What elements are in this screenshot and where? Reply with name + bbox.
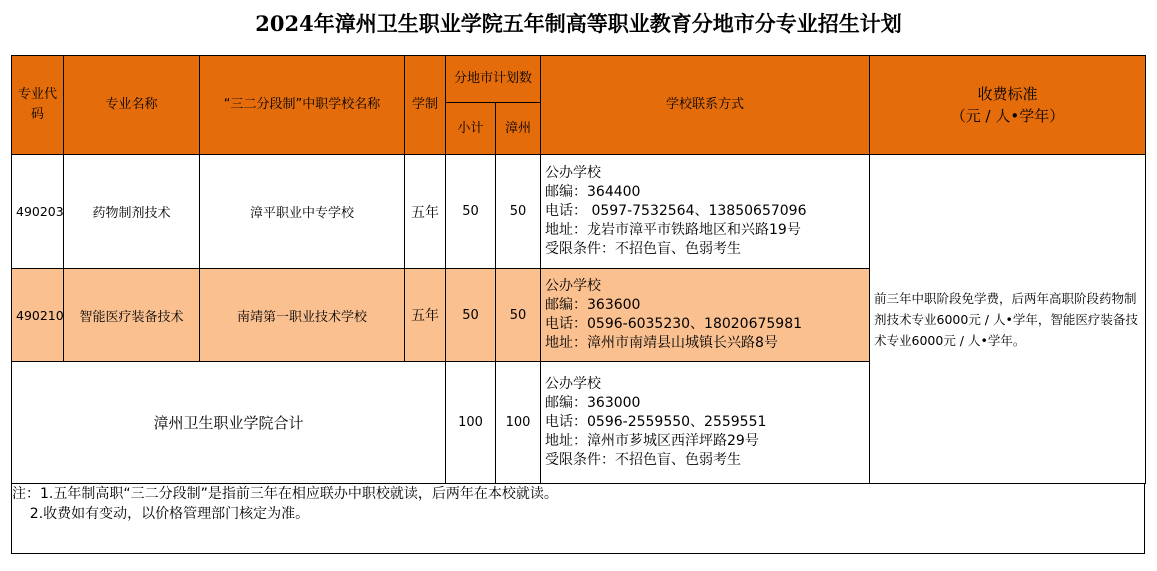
contact-line: 公办学校	[545, 278, 602, 294]
row-code: 490210	[12, 269, 64, 362]
row-duration: 五年	[405, 155, 446, 269]
row-school: 南靖第一职业技术学校	[200, 269, 405, 362]
row-duration: 五年	[405, 269, 446, 362]
contact-line: 地址：漳州市芗城区西洋坪路29号	[545, 433, 759, 449]
row-zhangzhou: 50	[496, 269, 541, 362]
row-major: 智能医疗装备技术	[64, 269, 200, 362]
contact-line: 邮编：364400	[545, 184, 641, 200]
contact-line: 电话： 0597-7532564、13850657096	[545, 203, 807, 219]
total-label: 漳州卫生职业学院合计	[12, 362, 446, 484]
page-title: 2024年漳州卫生职业学院五年制高等职业教育分地市分专业招生计划	[255, 11, 902, 36]
header-fee-line1: 收费标准	[977, 85, 1038, 103]
row-major: 药物制剂技术	[64, 155, 200, 269]
row-subtotal: 50	[446, 155, 496, 269]
row-code: 490203	[12, 155, 64, 269]
total-contact	[541, 362, 870, 484]
row-contact	[541, 269, 870, 362]
header-plan-group: 分地市计划数	[446, 56, 541, 103]
header-zhangzhou: 漳州	[496, 103, 541, 155]
contact-line: 邮编：363000	[545, 395, 641, 411]
row-school: 漳平职业中专学校	[200, 155, 405, 269]
contact-line: 邮编：363600	[545, 297, 641, 313]
table-row	[12, 155, 1146, 269]
contact-line: 受限条件：不招色盲、色弱考生	[545, 241, 742, 257]
total-subtotal: 100	[446, 362, 496, 484]
note-2: 2.收费如有变动，以价格管理部门核定为准。	[12, 506, 310, 522]
note-1: 注：1.五年制高职“三二分段制”是指前三年在相应联办中职校就读，后两年在本校就读。	[12, 486, 558, 502]
contact-line: 受限条件：不招色盲、色弱考生	[545, 452, 742, 468]
header-contact: 学校联系方式	[541, 56, 870, 155]
row-zhangzhou: 50	[496, 155, 541, 269]
header-subtotal: 小计	[446, 103, 496, 155]
total-zhangzhou: 100	[496, 362, 541, 484]
enrollment-plan-table	[11, 55, 1146, 484]
header-fee	[870, 56, 1146, 155]
header-code: 专业代码	[12, 56, 64, 155]
fee-standard: 前三年中职阶段免学费，后两年高职阶段药物制剂技术专业6000元 / 人•学年，智能医疗装备技术专业6000元 / 人•学年。	[870, 155, 1146, 484]
contact-line: 地址：龙岩市漳平市铁路地区和兴路19号	[545, 222, 801, 238]
contact-line: 电话：0596-6035230、18020675981	[545, 316, 803, 332]
contact-line: 公办学校	[545, 165, 602, 181]
header-middle-school: “三二分段制”中职学校名称	[200, 56, 405, 155]
notes	[11, 484, 1145, 554]
row-contact	[541, 155, 870, 269]
contact-line: 电话：0596-2559550、2559551	[545, 414, 767, 430]
contact-line: 公办学校	[545, 376, 602, 392]
header-duration: 学制	[405, 56, 446, 155]
contact-line: 地址：漳州市南靖县山城镇长兴路8号	[545, 335, 778, 351]
header-major-name: 专业名称	[64, 56, 200, 155]
row-subtotal: 50	[446, 269, 496, 362]
header-fee-line2: （元 / 人•学年）	[950, 107, 1065, 125]
